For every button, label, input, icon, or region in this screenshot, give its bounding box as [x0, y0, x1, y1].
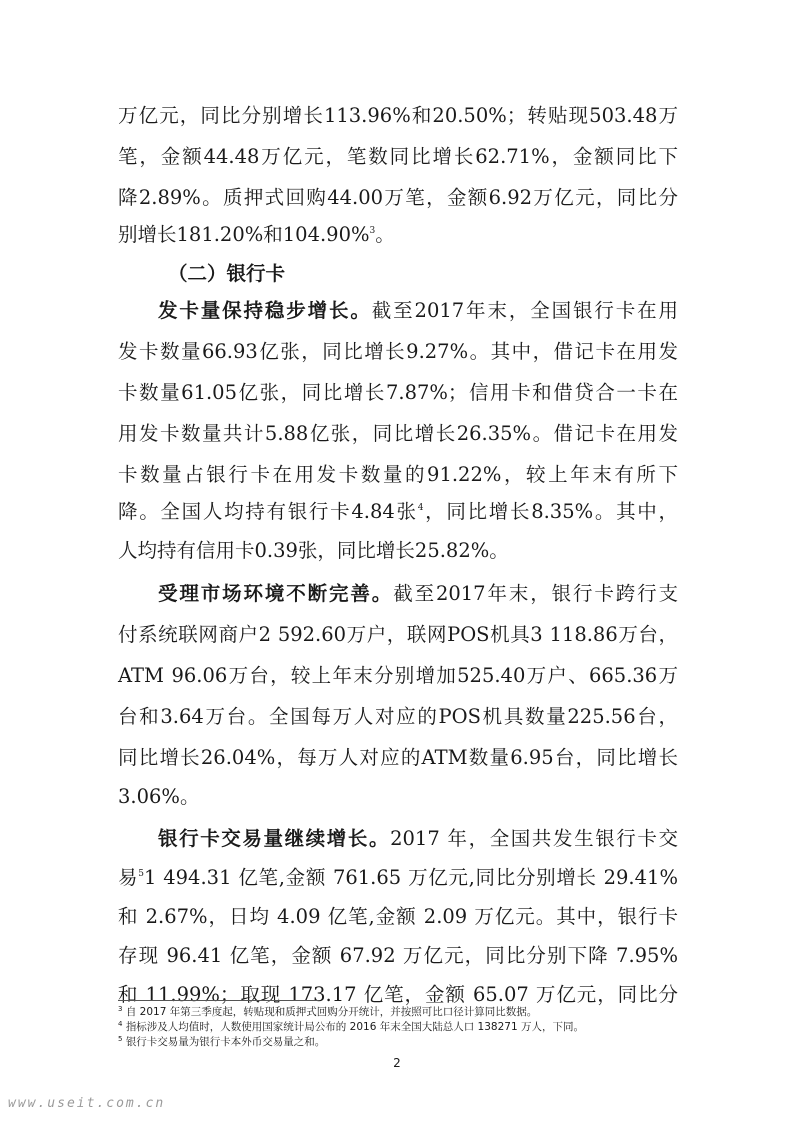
footnote: $^4$ 指标涉及人均值时，人数使用国家统计局公布的 2016 年末全国大陆总人口 138271 万人，下同。 [118, 1020, 584, 1033]
footnote-divider [118, 1000, 318, 1001]
text-line: 银行卡交易量继续增长。2017 年，全国共发生银行卡交 [158, 827, 678, 850]
text-line: 同比增长26.04%，每万人对应的ATM数量6.95台，同比增长 [118, 746, 678, 769]
text-line: 卡数量61.05亿张，同比增长7.87%；信用卡和借贷合一卡在 [118, 381, 678, 404]
text-line: 付系统联网商户2 592.60万户，联网POS机具3 118.86万台， [118, 623, 678, 646]
text-line: 卡数量占银行卡在用发卡数量的91.22%，较上年末有所下 [118, 463, 678, 486]
text-line: 万亿元，同比分别增长113.96%和20.50%；转贴现503.48万 [118, 104, 678, 127]
text-line: 3.06%。 [118, 785, 200, 808]
page-number: 2 [393, 1056, 401, 1070]
text-line: 发卡数量66.93亿张，同比增长9.27%。其中，借记卡在用发 [118, 340, 678, 363]
section-heading: （二）银行卡 [168, 262, 286, 285]
text-line: 和 2.67%，日均 4.09 亿笔,金额 2.09 万亿元。其中，银行卡 [118, 905, 678, 928]
footnote: $^3$ 自 2017 年第三季度起，转贴现和质押式回购分开统计，并按照可比口径计算同比数据。 [118, 1005, 538, 1018]
text-line: 降。全国人均持有银行卡4.84张$^4$，同比增长8.35%。其中， [118, 500, 678, 523]
footnote-ref: 5 [138, 869, 144, 879]
text-line: 易$^5$1 494.31 亿笔,金额 761.65 万亿元,同比分别增长 29.41% [118, 866, 678, 889]
text-line: 和 11.99%；取现 173.17 亿笔，金额 65.07 万亿元，同比分 [118, 983, 678, 1006]
footnote: $^5$ 银行卡交易量为银行卡本外币交易量之和。 [118, 1035, 326, 1048]
footnote-ref: 4 [417, 503, 424, 513]
paragraph-lead: 受理市场环境不断完善。 [158, 582, 394, 605]
footnote-ref: 3 [369, 226, 376, 236]
text-line: 用发卡数量共计5.88亿张，同比增长26.35%。借记卡在用发 [118, 422, 678, 445]
text-line: ATM 96.06万台，较上年末分别增加525.40万户、665.36万 [118, 664, 678, 687]
text-line: 笔，金额44.48万亿元，笔数同比增长62.71%，金额同比下 [118, 145, 678, 168]
text-line: 别增长181.20%和104.90%$^3$。 [118, 223, 395, 246]
text-line: 存现 96.41 亿笔，金额 67.92 万亿元，同比分别下降 7.95% [118, 944, 678, 967]
text-line: 发卡量保持稳步增长。截至2017年末，全国银行卡在用 [158, 299, 678, 322]
paragraph-lead: 银行卡交易量继续增长。 [158, 827, 391, 850]
text-line: 人均持有信用卡0.39张，同比增长25.82%。 [118, 539, 509, 562]
watermark: www.useit.com.cn [8, 1096, 166, 1111]
paragraph-lead: 发卡量保持稳步增长。 [158, 299, 372, 322]
text-line: 受理市场环境不断完善。截至2017年末，银行卡跨行支 [158, 582, 678, 605]
text-line: 降2.89%。质押式回购44.00万笔，金额6.92万亿元，同比分 [118, 186, 678, 209]
text-line: 台和3.64万台。全国每万人对应的POS机具数量225.56台， [118, 705, 678, 728]
